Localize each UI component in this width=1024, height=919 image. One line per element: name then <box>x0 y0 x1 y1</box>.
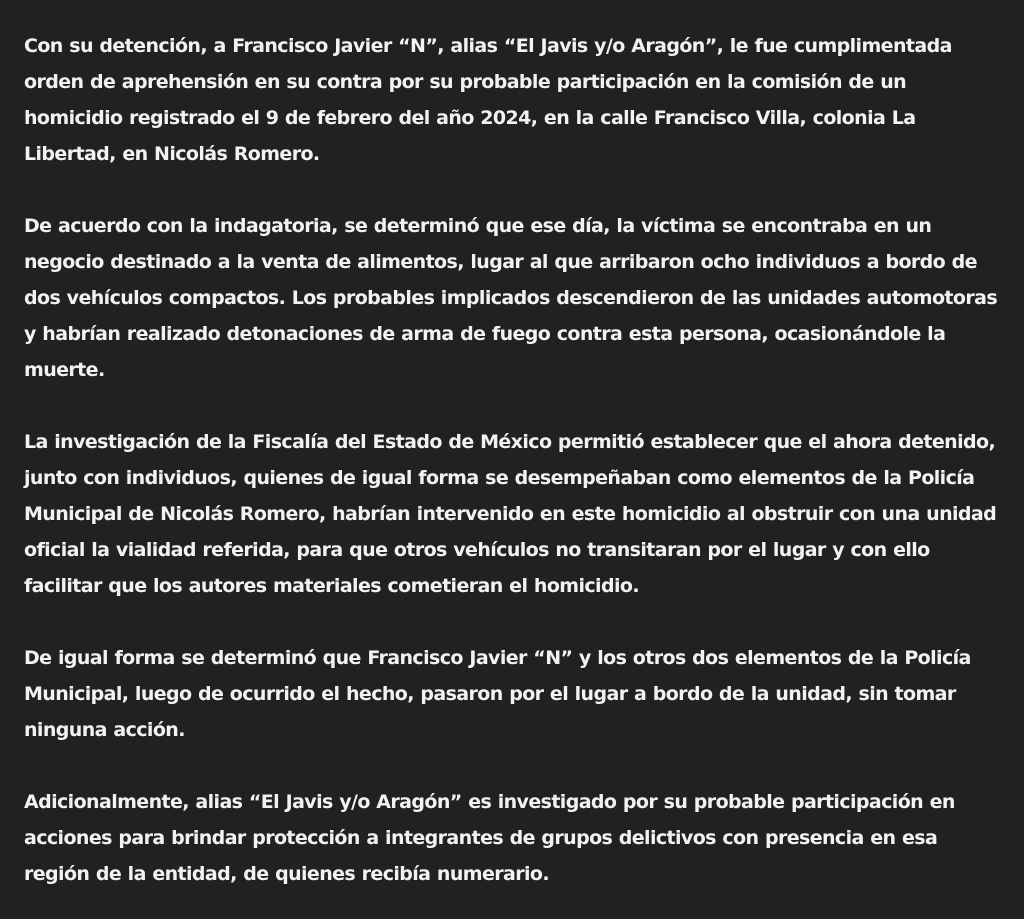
paragraph-police-inaction: De igual forma se determinó que Francisco Javier “N” y los otros dos elementos de la Policía Municipal, luego de ocurrido el hecho, pasaron por el lugar a bordo de la unidad, sin tomar ninguna acción. <box>24 647 971 741</box>
paragraph-police-involvement: La investigación de la Fiscalía del Estado de México permitió establecer que el ahora detenido, junto con individuos, quienes de igual forma se desempeñaban como elementos de la Policía Municipal de Nicolás Romero, habrían intervenido en este homicidio al obstruir con una unidad oficial la vialidad referida, para que otros vehículos no transitaran por el lugar y con ello facilitar que los autores materiales cometieran el homicidio. <box>24 431 997 597</box>
paragraph-investigation-findings: De acuerdo con la indagatoria, se determinó que ese día, la víctima se encontraba en un negocio destinado a la venta de alimentos, lugar al que arribaron ocho individuos a bordo de dos vehículos compactos. Los probables implicados descendieron de las unidades automotoras y habrían realizado detonaciones de arma de fuego contra esta persona, ocasionándole la muerte. <box>24 215 998 381</box>
paragraph-additional-charges: Adicionalmente, alias “El Javis y/o Aragón” es investigado por su probable participación en acciones para brindar protección a integrantes de grupos delictivos con presencia en esa región de la entidad, de quienes recibía numerario. <box>24 791 955 885</box>
paragraph-arrest: Con su detención, a Francisco Javier “N”, alias “El Javis y/o Aragón”, le fue cumplimentada orden de aprehensión en su contra por su probable participación en la comisión de un homicidio registrado el 9 de febrero del año 2024, en la calle Francisco Villa, colonia La Libertad, en Nicolás Romero. <box>24 35 952 165</box>
